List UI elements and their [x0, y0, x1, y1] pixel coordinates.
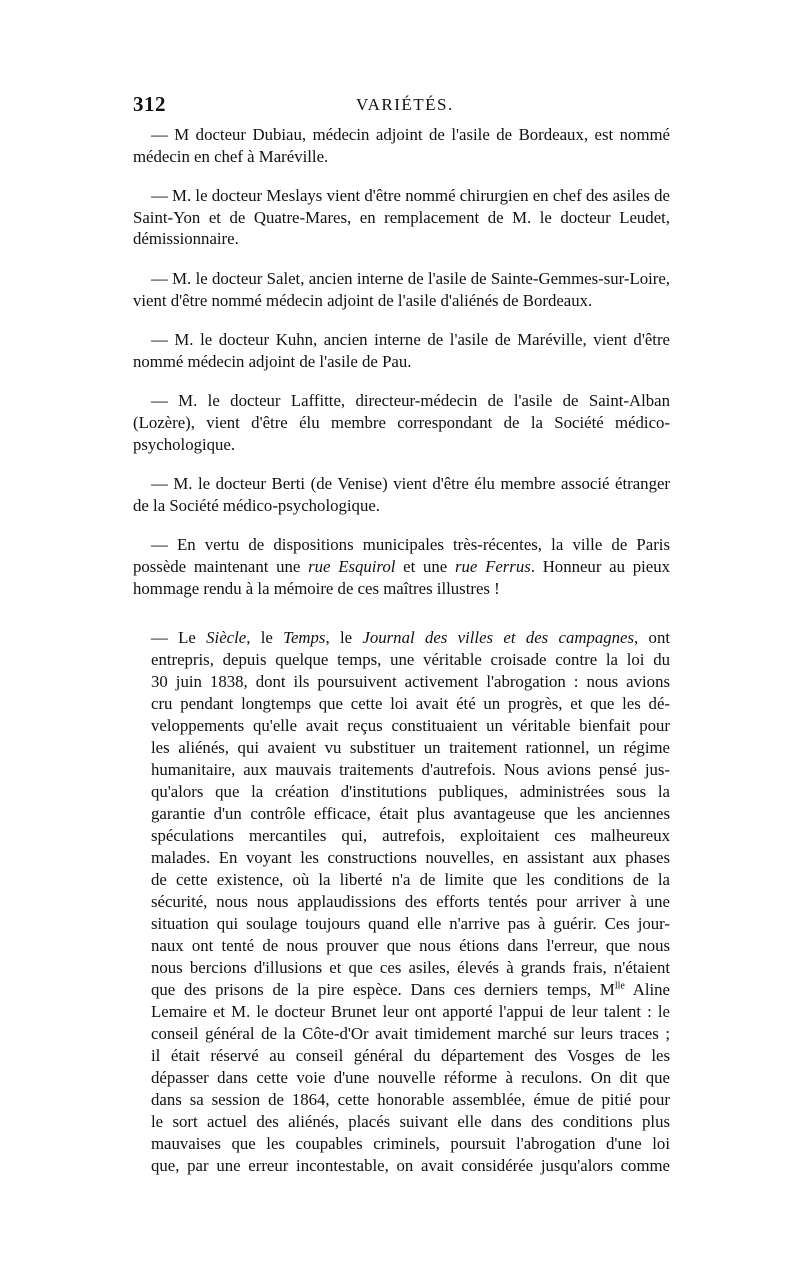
text-line: le sort actuel des aliénés, placés suivant elle dans des conditions plus	[151, 1112, 670, 1132]
text-line: cru pendant longtemps que cette loi avait été un progrès, et que les dé-	[151, 694, 670, 714]
text-line: malades. En voyant les constructions nouvelles, en assistant aux phases	[151, 848, 670, 868]
text-line: entrepris, depuis quelque temps, une véritable croisade contre la loi du	[151, 650, 670, 670]
text-line: mauvaises que les coupables criminels, poursuit l'abrogation d'une loi	[151, 1134, 670, 1154]
paragraph-paris-streets	[133, 534, 670, 599]
text-line: Lemaire et M. le docteur Brunet leur ont apporté l'appui de leur talent : le	[151, 1002, 670, 1022]
text-line: qu'alors que la création d'institutions publiques, administrées sous la	[151, 782, 670, 802]
paragraph-berti: — M. le docteur Berti (de Venise) vient d'être élu membre associé étranger de la Société médico-psychologique.	[133, 474, 670, 515]
text-line: que des prisons de la pire espèce. Dans ces derniers temps, $M^{lle}$ Aline	[151, 980, 670, 1000]
rue-esquirol: rue Esquirol	[308, 556, 396, 576]
text-line: dépasser dans cette voie d'une nouvelle réforme à reculons. On dit que	[151, 1068, 670, 1088]
rue-ferrus: rue Ferrus	[454, 556, 531, 576]
text-line: 30 juin 1838, dont ils poursuivent activement l'abrogation : nous avions	[151, 672, 670, 692]
text-line: il était réservé au conseil général du département des Vosges de les	[151, 1046, 670, 1066]
newspaper-temps: Temps	[283, 628, 326, 648]
paragraph-kuhn: — M. le docteur Kuhn, ancien interne de l'asile de Maréville, vient d'être nommé médecin adjoint de l'asile de Pau.	[133, 330, 670, 371]
newspaper-journal: Journal des villes et des campagnes	[362, 628, 635, 648]
running-head	[133, 92, 670, 118]
text-line: humanitaire, aux mauvais traitements d'autrefois. Nous avions pensé jus-	[151, 760, 670, 780]
text-line: conseil général de la Côte-d'Or avait timidement marché sur leurs traces ;	[151, 1024, 670, 1044]
text-line: — Le Siècle, le Temps, le Journal des villes et des campagnes, ont	[151, 628, 670, 648]
paragraph-salet: — M. le docteur Salet, ancien interne de l'asile de Sainte-Gemmes-sur-Loire, vient d'être nommé médecin adjoint de l'asile d'aliénés de Bordeaux.	[133, 268, 670, 310]
text-line: naux ont tenté de nous prouver que nous étions dans l'erreur, que nous	[151, 936, 670, 956]
text-line: dans sa session de 1864, cette honorable assemblée, émue de pitié pour	[151, 1090, 670, 1110]
text-line: que, par une erreur incontestable, on avait considérée jusqu'alors comme	[151, 1156, 670, 1176]
page-number: 312	[133, 92, 166, 116]
running-title: VARIÉTÉS.	[356, 95, 454, 114]
superscript-lle: lle	[614, 980, 625, 992]
text-line: de cette existence, où la liberté n'a de limite que les conditions de la	[151, 870, 670, 890]
newspaper-siecle: Siècle	[206, 628, 247, 648]
paragraph-press-campaign	[133, 627, 670, 1177]
text-line: nous bercions d'illusions et que ces asiles, élevés à grands frais, n'étaient	[151, 958, 670, 978]
text-line: situation qui soulage toujours quand elle n'arrive pas à guérir. Ces jour-	[151, 914, 670, 934]
text-line: garantie d'un contrôle efficace, était plus avantageuse que les anciennes	[151, 804, 670, 824]
text-line: les aliénés, qui avaient vu substituer un traitement rationnel, un régime	[151, 738, 670, 758]
text-line: spéculations mercantiles qui, autrefois, exploitaient ces malheureux	[151, 826, 670, 846]
text-line: sécurité, nous nous applaudissions des efforts tentés pour arriver à une	[151, 892, 670, 912]
paris-text-3: . Honneur au pieux hommage rendu à la mémoire de ces maîtres illustres !	[133, 556, 670, 598]
paris-text-1: — En vertu de dispositions municipales très-récentes, la ville de Paris possède maintenant une	[133, 535, 670, 576]
paragraph-laffitte: — M. le docteur Laffitte, directeur-médecin de l'asile de Saint-Alban (Lozère), vient d'être élu membre correspondant de la Société médico-psychologique.	[133, 391, 670, 454]
text-line: veloppements qu'elle avait reçus constituaient un véritable bienfait pour	[151, 716, 670, 736]
document-page	[133, 92, 670, 1195]
paris-text-2: et une	[395, 556, 455, 576]
paragraph-dubiau: — M docteur Dubiau, médecin adjoint de l'asile de Bordeaux, est nommé médecin en chef à Maréville.	[133, 125, 670, 166]
paragraph-meslays: — M. le docteur Meslays vient d'être nommé chirurgien en chef des asiles de Saint-Yon et de Quatre-Mares, en remplacement de M. le docteur Leudet, démissionnaire.	[133, 186, 670, 249]
